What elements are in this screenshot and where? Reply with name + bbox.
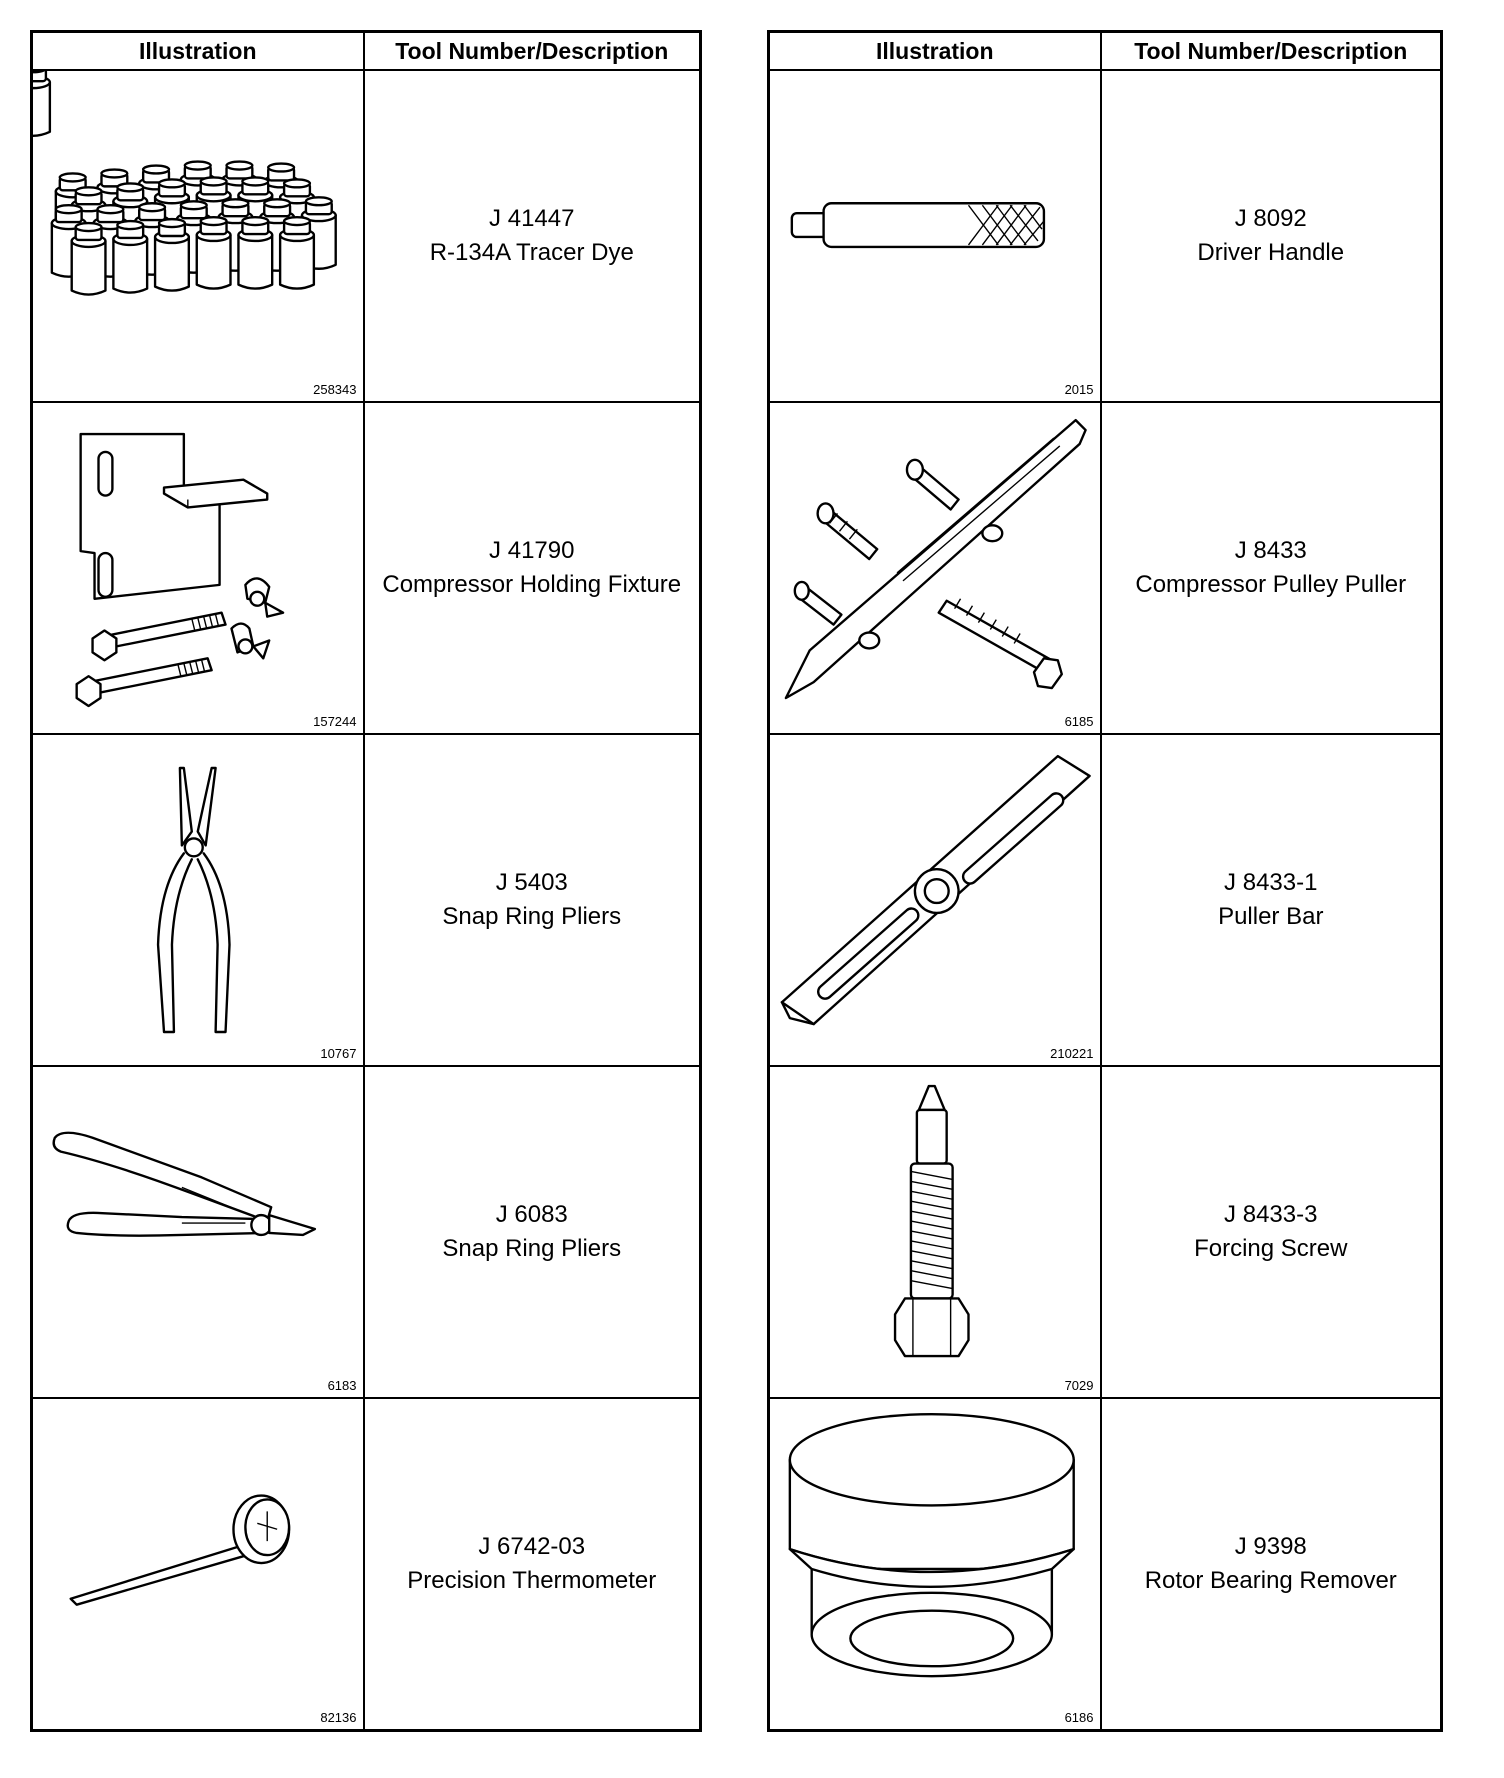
- description-cell: [1101, 1066, 1442, 1398]
- tool-description: R-134A Tracer Dye: [429, 239, 634, 266]
- table-row: [32, 1066, 701, 1398]
- illustration-cell: [769, 402, 1101, 734]
- tool-description: Rotor Bearing Remover: [1144, 1567, 1397, 1594]
- thermometer-icon: [33, 1399, 363, 1729]
- illustration-cell: [32, 734, 364, 1066]
- snap-ring-pliers-icon: [33, 735, 363, 1065]
- forcing-screw-icon: [770, 1067, 1100, 1397]
- description-header: Tool Number/Description: [1101, 32, 1442, 71]
- tracer-dye-bottles-icon: [33, 71, 363, 401]
- tool-number: J 41790: [489, 537, 575, 564]
- tool-number: J 41447: [489, 205, 575, 232]
- table-row: [769, 1398, 1442, 1731]
- figure-number: 6185: [1064, 714, 1094, 729]
- table-row: [32, 402, 701, 734]
- illustration-cell: [32, 1066, 364, 1398]
- illustration-cell: [32, 402, 364, 734]
- description-cell: [364, 734, 701, 1066]
- tool-description: Forcing Screw: [1194, 1235, 1348, 1262]
- figure-number: 6183: [327, 1378, 357, 1393]
- illustration-cell: [769, 734, 1101, 1066]
- description-cell: [364, 1066, 701, 1398]
- tool-number: J 8433: [1234, 537, 1307, 564]
- holding-fixture-icon: [33, 403, 363, 733]
- figure-number: 82136: [320, 1710, 357, 1725]
- table-row: [769, 402, 1442, 734]
- tool-description: Compressor Pulley Puller: [1135, 571, 1407, 598]
- figure-number: 10767: [320, 1046, 357, 1061]
- snap-ring-pliers-angled-icon: [33, 1067, 363, 1397]
- table-row: [32, 1398, 701, 1731]
- figure-number: 7029: [1064, 1378, 1094, 1393]
- tool-description: Snap Ring Pliers: [442, 903, 622, 930]
- illustration-header: Illustration: [32, 32, 364, 71]
- table-row: [769, 70, 1442, 402]
- table-header-row: [769, 32, 1442, 71]
- tool-number: J 9398: [1234, 1533, 1307, 1560]
- description-cell: [1101, 734, 1442, 1066]
- table-row: [32, 734, 701, 1066]
- tool-number: J 8092: [1234, 205, 1307, 232]
- description-cell: [364, 1398, 701, 1731]
- figure-number: 6186: [1064, 1710, 1094, 1725]
- description-cell: [364, 402, 701, 734]
- figure-number: 258343: [313, 382, 357, 397]
- tool-description: Driver Handle: [1197, 239, 1345, 266]
- driver-handle-icon: [770, 71, 1100, 401]
- figure-number: 210221: [1050, 1046, 1094, 1061]
- table-row: [769, 1066, 1442, 1398]
- bearing-remover-icon: [770, 1399, 1100, 1729]
- description-cell: [364, 70, 701, 402]
- table-row: [769, 734, 1442, 1066]
- tool-description: Precision Thermometer: [407, 1567, 657, 1594]
- illustration-cell: [769, 1398, 1101, 1731]
- description-cell: [1101, 1398, 1442, 1731]
- description-cell: [1101, 402, 1442, 734]
- pulley-puller-icon: [770, 403, 1100, 733]
- tool-number: J 8433-3: [1224, 1201, 1318, 1228]
- table-row: [32, 70, 701, 402]
- tool-number: J 6742-03: [478, 1533, 586, 1560]
- table-header-row: [32, 32, 701, 71]
- description-cell: [1101, 70, 1442, 402]
- tool-number: J 8433-1: [1224, 869, 1318, 896]
- tool-table-right: [767, 30, 1443, 1732]
- illustration-cell: [769, 70, 1101, 402]
- description-header: Tool Number/Description: [364, 32, 701, 71]
- illustration-cell: [32, 1398, 364, 1731]
- figure-number: 157244: [313, 714, 357, 729]
- tool-description: Puller Bar: [1218, 903, 1324, 930]
- tool-number: J 5403: [495, 869, 568, 896]
- tool-table-left: [30, 30, 702, 1732]
- puller-bar-icon: [770, 735, 1100, 1065]
- illustration-header: Illustration: [769, 32, 1101, 71]
- tool-description: Compressor Holding Fixture: [382, 571, 682, 598]
- illustration-cell: [769, 1066, 1101, 1398]
- figure-number: 2015: [1064, 382, 1094, 397]
- illustration-cell: [32, 70, 364, 402]
- tool-number: J 6083: [495, 1201, 568, 1228]
- tool-description: Snap Ring Pliers: [442, 1235, 622, 1262]
